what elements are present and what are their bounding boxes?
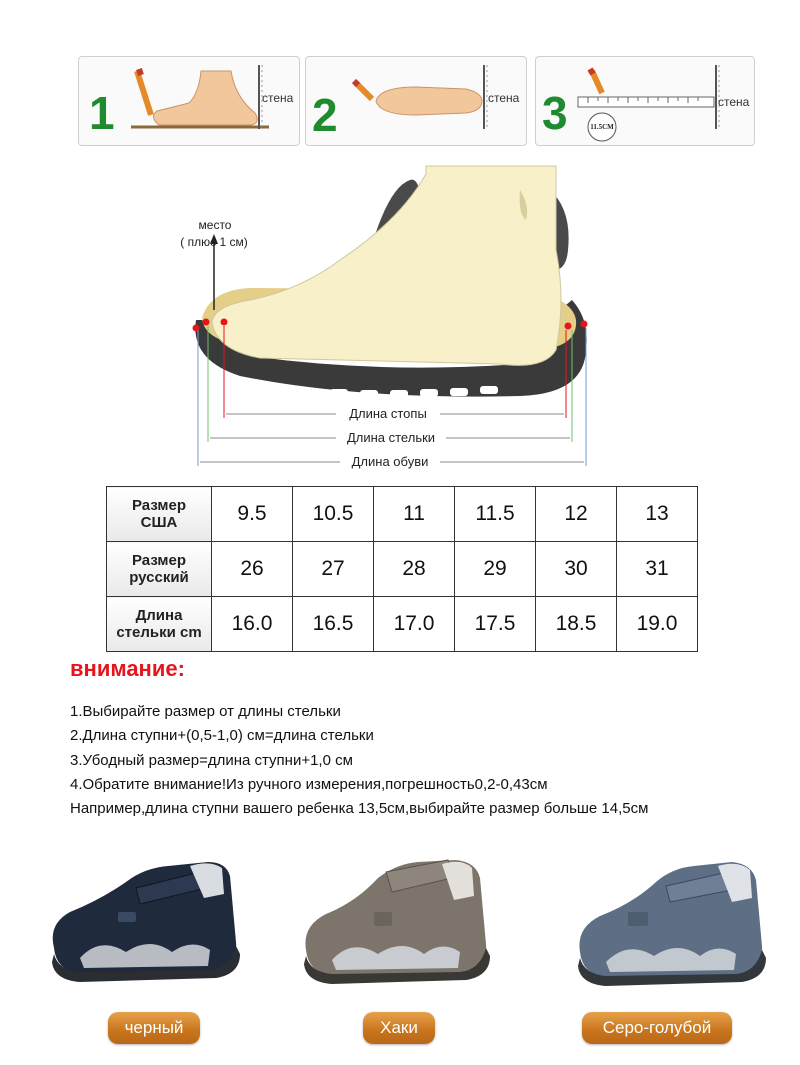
measure-step-3 xyxy=(535,56,755,146)
table-cell: 31 xyxy=(617,542,698,597)
attention-title: внимание: xyxy=(70,656,185,681)
shoe-image-black[interactable] xyxy=(40,842,260,1002)
table-cell: 11 xyxy=(374,487,455,542)
note-item: 4.Обратите внимание!Из ручного измерения,погрешность0,2-0,43см xyxy=(70,775,548,793)
step-2-wall-label: стена xyxy=(488,91,520,105)
shoe-length-label: Длина обуви xyxy=(351,454,429,469)
row-header-insole: Длина стельки cm xyxy=(107,597,212,652)
table-cell: 29 xyxy=(455,542,536,597)
size-table xyxy=(106,486,698,652)
step-3-wall-label: стена xyxy=(718,95,750,109)
table-cell: 16.5 xyxy=(293,597,374,652)
table-cell: 18.5 xyxy=(536,597,617,652)
table-cell: 11.5 xyxy=(455,487,536,542)
step-1-wall-label: стена xyxy=(262,91,294,105)
note-item: Например,длина ступни вашего ребенка 13,5см,выбирайте размер больше 14,5см xyxy=(70,800,649,818)
shoe-image-grey-blue[interactable] xyxy=(566,842,786,1002)
foot-front-dot xyxy=(221,319,228,326)
place-note: ( плюс 1 см) xyxy=(180,235,248,249)
notes-list xyxy=(70,700,648,821)
table-cell: 26 xyxy=(212,542,293,597)
table-cell: 27 xyxy=(293,542,374,597)
step-3-ruler-label: 11.5CM xyxy=(590,123,614,131)
table-cell: 30 xyxy=(536,542,617,597)
color-option-black[interactable]: черный xyxy=(108,1012,200,1044)
table-cell: 13 xyxy=(617,487,698,542)
foot-heel-dot xyxy=(565,323,572,330)
table-row-insole-length xyxy=(107,597,698,652)
place-label: место xyxy=(198,218,232,232)
table-cell: 17.5 xyxy=(455,597,536,652)
step-2-number: 2 xyxy=(312,89,338,141)
table-cell: 28 xyxy=(374,542,455,597)
table-cell: 19.0 xyxy=(617,597,698,652)
table-cell: 12 xyxy=(536,487,617,542)
color-option-khaki[interactable]: Хаки xyxy=(363,1012,435,1044)
row-header-ru: Размер русский xyxy=(107,542,212,597)
color-option-grey-blue[interactable]: Серо-голубой xyxy=(582,1012,732,1044)
note-item: 2.Длина ступни+(0,5-1,0) см=длина стельки xyxy=(70,727,374,745)
step-1-number: 1 xyxy=(89,87,115,139)
insole-front-dot xyxy=(203,319,210,326)
step-3-number: 3 xyxy=(542,87,568,139)
foot xyxy=(212,166,561,365)
table-row-us-size xyxy=(107,487,698,542)
foot-length-label: Длина стопы xyxy=(349,406,427,421)
table-cell: 10.5 xyxy=(293,487,374,542)
note-item: 3.Убодный размер=длина ступни+1,0 см xyxy=(70,751,353,769)
note-item: 1.Выбирайте размер от длины стельки xyxy=(70,703,341,720)
shoe-image-khaki[interactable] xyxy=(292,842,512,1002)
row-header-us: Размер США xyxy=(107,487,212,542)
table-cell: 17.0 xyxy=(374,597,455,652)
insole-length-label: Длина стельки xyxy=(346,430,436,445)
measure-step-1 xyxy=(78,56,300,146)
measure-step-2 xyxy=(305,56,527,146)
table-row-ru-size xyxy=(107,542,698,597)
table-cell: 9.5 xyxy=(212,487,293,542)
table-cell: 16.0 xyxy=(212,597,293,652)
insole-heel-dot xyxy=(581,321,588,328)
